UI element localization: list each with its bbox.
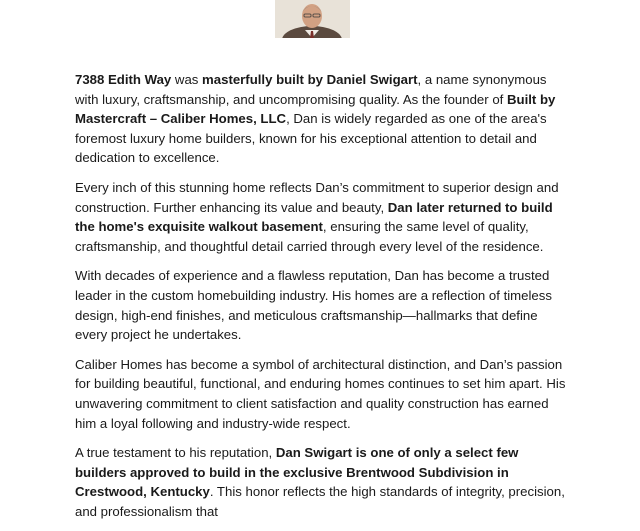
bold-text: masterfully built by Daniel Swigart: [202, 72, 418, 87]
body-text: A true testament to his reputation,: [75, 445, 276, 461]
body-text: , a name synonymous with luxury, craftsmanship, and uncompromising quality. As the founder of: [75, 72, 547, 107]
body-text: was: [171, 72, 203, 87]
bold-text: Built by Mastercraft – Caliber Homes, LLC: [75, 91, 556, 127]
bold-text: Dan later returned to build the home's exquisite walkout basement: [75, 199, 553, 235]
builder-bio: [75, 70, 570, 531]
body-text: With decades of experience and a flawless reputation, Dan has become a trusted leader in the custom homebuilding industry. His homes are a reflection of timeless design, high-end finishes, and meticulous craftsmanship—hallmarks that define every project he undertakes.: [75, 268, 552, 343]
body-text: , ensuring the same level of quality, craftsmanship, and thoughtful detail carried through every level of the residence.: [75, 219, 544, 254]
body-text: , Dan is widely regarded as one of the area's foremost luxury home builders, known for his exceptional attention to detail and dedication to excellence.: [75, 111, 547, 166]
bio-paragraph: [75, 178, 570, 256]
bio-paragraph: [75, 443, 570, 521]
bio-paragraph: [75, 70, 570, 168]
body-text: Caliber Homes has become a symbol of architectural distinction, and Dan’s passion for building beautiful, functional, and enduring homes continues to set him apart. His unwavering commitment to client satisfaction and quality construction has earned him a loyal following and industry-wide respect.: [75, 356, 566, 431]
body-text: . This honor reflects the high standards of integrity, precision, and professionalism that: [75, 484, 565, 519]
portrait-image: [275, 0, 350, 38]
bold-text: 7388 Edith Way: [75, 72, 172, 87]
bio-paragraph: [75, 266, 570, 344]
body-text: Every inch of this stunning home reflects Dan’s commitment to superior design and construction. Further enhancing its value and beauty,: [75, 179, 559, 215]
builder-portrait: [275, 0, 350, 38]
bold-text: Dan Swigart is one of only a select few builders approved to build in the exclusive Brentwood Subdivision in Crestwood, Kentucky: [75, 445, 519, 500]
bio-paragraph: [75, 355, 570, 433]
